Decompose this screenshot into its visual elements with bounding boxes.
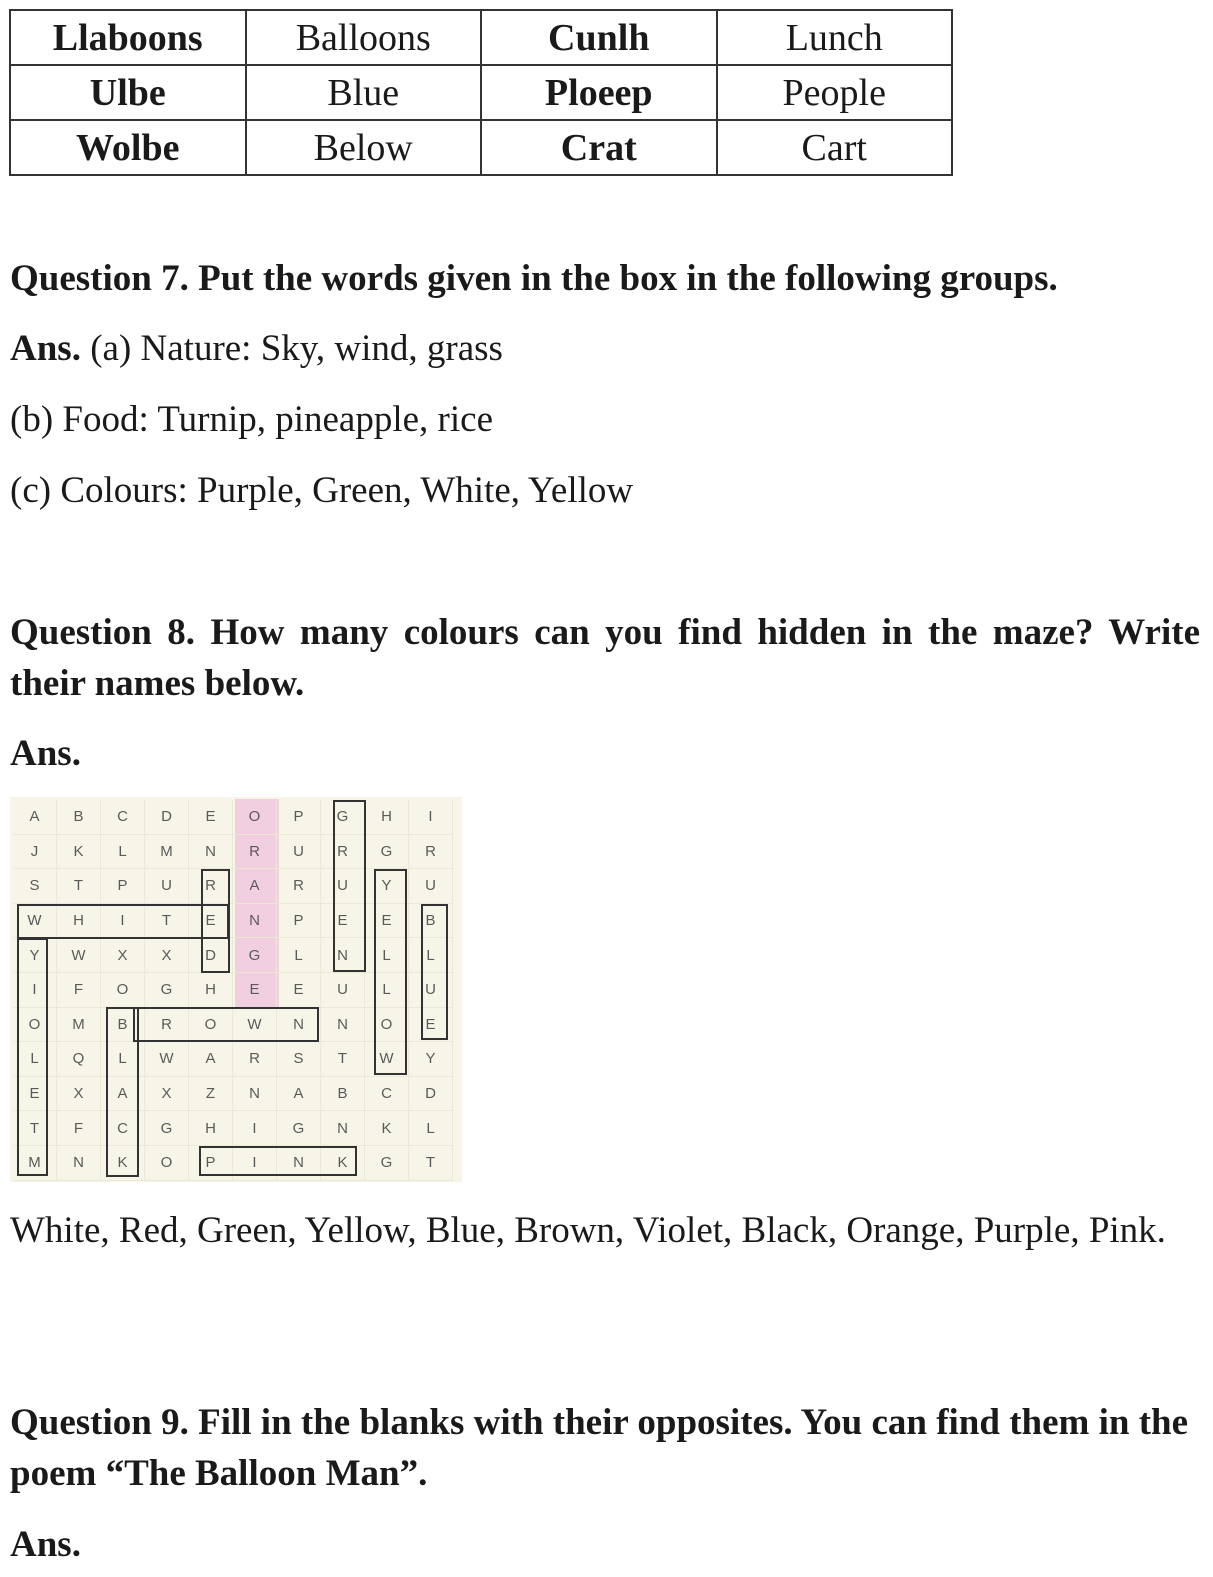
maze-letter: G [145,973,189,1008]
maze-letter: U [409,973,453,1008]
table-row [10,10,952,65]
maze-letter: H [189,973,233,1008]
maze-letter: R [189,869,233,904]
maze-letter: X [145,1077,189,1112]
correct-word-cell: Blue [246,65,482,120]
maze-letter: N [321,1111,365,1146]
maze-letter: P [277,904,321,939]
maze-letter: Y [409,1042,453,1077]
maze-letter: E [409,1008,453,1043]
question-7-title: Question 7. Put the words given in the box in the following groups. [10,258,1058,299]
maze-letter: F [57,1111,101,1146]
maze-letter: O [101,973,145,1008]
maze-letter: X [145,938,189,973]
box-brown [133,1007,319,1042]
jumbled-word-cell: Wolbe [10,120,246,175]
maze-letter: D [145,800,189,835]
maze-letter: T [409,1146,453,1181]
maze-letter: M [13,1146,57,1181]
maze-letter: L [277,938,321,973]
maze-letter: J [13,835,57,870]
maze-letter: S [277,1042,321,1077]
maze-letter: B [101,1008,145,1043]
maze-letter: C [101,800,145,835]
question-8-title: Question 8. How many colours can you find hidden in the maze? Write their names below. [10,612,1200,704]
maze-letter: T [145,904,189,939]
table-row [10,65,952,120]
maze-letter: O [365,1008,409,1043]
box-white [17,904,229,939]
maze-letter: I [13,973,57,1008]
maze-letter: U [277,835,321,870]
maze-letter: A [189,1042,233,1077]
maze-letter: P [101,869,145,904]
maze-letter: W [145,1042,189,1077]
question-7-answer-a [10,323,1200,374]
answer-text: (a) Nature: Sky, wind, grass [80,328,503,369]
maze-letter: R [233,835,277,870]
correct-word-cell: Below [246,120,482,175]
question-9-answer-label: Ans. [10,1524,81,1565]
jumbled-word-cell: Ploeep [481,65,717,120]
maze-letter: L [13,1042,57,1077]
maze-letter: R [233,1042,277,1077]
maze-letter: I [233,1146,277,1181]
maze-letter: M [57,1008,101,1043]
maze-letter: K [365,1111,409,1146]
box-violet [17,938,48,1176]
maze-letter: Y [13,938,57,973]
maze-letter: R [321,835,365,870]
colour-word-maze [10,797,462,1182]
maze-letter: L [409,1111,453,1146]
maze-letter: M [145,835,189,870]
maze-letter: I [233,1111,277,1146]
maze-letter: E [189,904,233,939]
question-8-answer-text: White, Red, Green, Yellow, Blue, Brown, Violet, Black, Orange, Purple, Pink. [10,1210,1166,1251]
maze-letter: A [233,869,277,904]
question-7-answer-b: (b) Food: Turnip, pineapple, rice [10,399,494,440]
maze-letter: Q [57,1042,101,1077]
maze-letter: O [13,1008,57,1043]
maze-letter: L [101,835,145,870]
maze-letter: N [57,1146,101,1181]
maze-letter: K [101,1146,145,1181]
maze-letter: O [145,1146,189,1181]
box-blue [421,904,448,1040]
maze-letter: O [189,1008,233,1043]
jumbled-word-cell: Ulbe [10,65,246,120]
table-row [10,120,952,175]
box-yellow [374,869,407,1075]
maze-letter: O [233,800,277,835]
maze-letter: K [321,1146,365,1181]
question-8-answer-label: Ans. [10,733,81,774]
maze-letter: G [365,835,409,870]
maze-letter: W [57,938,101,973]
jumbled-word-cell: Cunlh [481,10,717,65]
maze-letter: S [13,869,57,904]
maze-letter: I [409,800,453,835]
maze-letter: C [101,1111,145,1146]
maze-letter: D [189,938,233,973]
correct-word-cell: Balloons [246,10,482,65]
maze-letter: L [101,1042,145,1077]
box-green [333,800,366,972]
correct-word-cell: Lunch [717,10,953,65]
maze-letter: G [233,938,277,973]
box-red [201,869,230,973]
maze-letter: E [13,1077,57,1112]
question-7-answer-c: (c) Colours: Purple, Green, White, Yellow [10,470,634,511]
maze-letter: N [233,1077,277,1112]
box-pink [199,1146,357,1176]
maze-letter: U [145,869,189,904]
maze-letter: N [233,904,277,939]
maze-letter: C [365,1077,409,1112]
answer-label: Ans. [10,328,81,369]
maze-letter: T [321,1042,365,1077]
maze-letter: W [233,1008,277,1043]
question-9-title: Question 9. Fill in the blanks with their opposites. You can find them in the poem “The Balloon Man”. [10,1402,1189,1494]
maze-letter: R [409,835,453,870]
maze-letter: K [57,835,101,870]
maze-letter: T [57,869,101,904]
maze-letter: U [321,973,365,1008]
maze-letter: G [365,1146,409,1181]
maze-letter: Z [189,1077,233,1112]
maze-letter: P [277,800,321,835]
maze-letter: B [321,1077,365,1112]
maze-letter: G [145,1111,189,1146]
maze-letter: G [277,1111,321,1146]
maze-letter: H [189,1111,233,1146]
maze-letter: B [57,800,101,835]
maze-letter: A [101,1077,145,1112]
maze-letter: E [277,973,321,1008]
maze-letter: T [13,1111,57,1146]
maze-letter: B [409,904,453,939]
maze-letter: N [277,1008,321,1043]
maze-letter: F [57,973,101,1008]
maze-letter: N [277,1146,321,1181]
maze-letter: L [365,973,409,1008]
maze-letter: X [57,1077,101,1112]
maze-letter: N [189,835,233,870]
maze-letter: H [57,904,101,939]
maze-letter: X [101,938,145,973]
maze-letter: I [101,904,145,939]
maze-letter: Y [365,869,409,904]
maze-letter: L [409,938,453,973]
maze-letter: D [409,1077,453,1112]
maze-letter: H [365,800,409,835]
maze-letter: U [409,869,453,904]
maze-letter: R [145,1008,189,1043]
maze-letter: A [277,1077,321,1112]
maze-letter: L [365,938,409,973]
maze-letter: U [321,869,365,904]
jumbled-words-table [9,9,953,176]
maze-letter: E [189,800,233,835]
jumbled-word-cell: Llaboons [10,10,246,65]
correct-word-cell: Cart [717,120,953,175]
maze-letter: A [13,800,57,835]
maze-letter: N [321,938,365,973]
maze-letter: E [233,973,277,1008]
jumbled-word-cell: Crat [481,120,717,175]
correct-word-cell: People [717,65,953,120]
maze-letter: G [321,800,365,835]
maze-letter: E [321,904,365,939]
maze-letter: E [365,904,409,939]
maze-letter: P [189,1146,233,1181]
maze-letter: W [13,904,57,939]
maze-letter: W [365,1042,409,1077]
maze-letter: R [277,869,321,904]
maze-letter: N [321,1008,365,1043]
